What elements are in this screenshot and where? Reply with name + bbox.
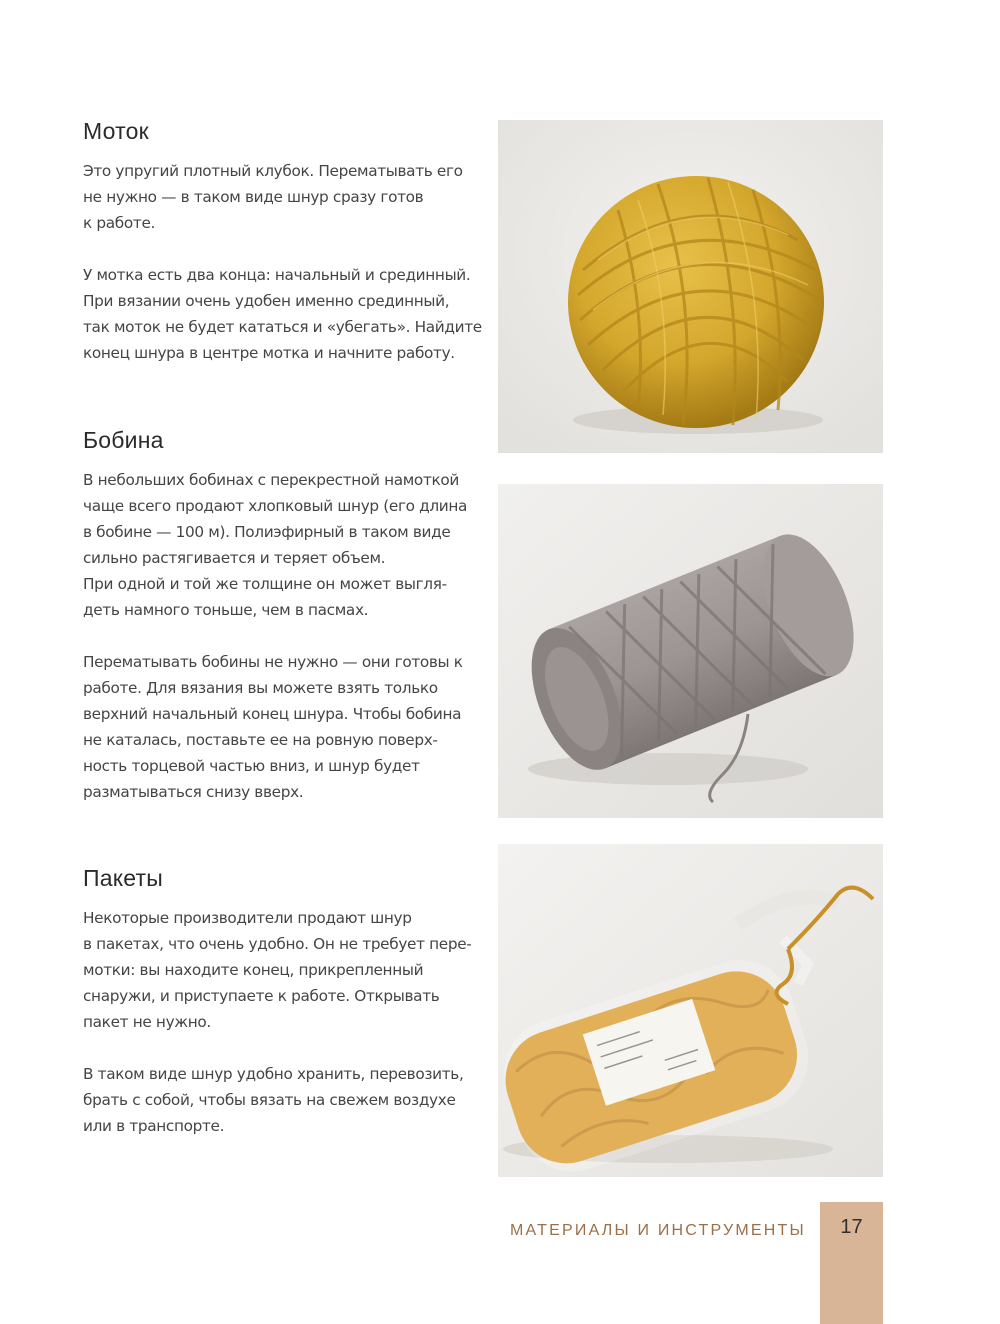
- yarn-bag-illustration: [498, 844, 883, 1177]
- text-line: В таком виде шнур удобно хранить, перевозить,: [83, 1065, 464, 1083]
- bobbin-illustration: [498, 484, 883, 818]
- text-line: конец шнура в центре мотка и начните работу.: [83, 344, 455, 362]
- text-line: не каталась, поставьте ее на ровную поверх-: [83, 731, 438, 749]
- text-line: не нужно — в таком виде шнур сразу готов: [83, 188, 424, 206]
- text-line: пакет не нужно.: [83, 1013, 211, 1031]
- text-line: В небольших бобинах с перекрестной намоткой: [83, 471, 459, 489]
- text-line: мотки: вы находите конец, прикрепленный: [83, 961, 424, 979]
- text-line: Некоторые производители продают шнур: [83, 909, 412, 927]
- text-line: в пакетах, что очень удобно. Он не требует пере-: [83, 935, 472, 953]
- text-line: в бобине — 100 м). Полиэфирный в таком виде: [83, 523, 451, 541]
- text-line: Это упругий плотный клубок. Перематывать его: [83, 162, 463, 180]
- page-number: 17: [840, 1216, 863, 1238]
- paragraph: [83, 1061, 483, 1139]
- page-number-tab: [820, 1202, 883, 1324]
- paragraph: [83, 158, 483, 236]
- yarn-ball-photo: [498, 120, 883, 453]
- text-line: снаружи, и приступаете к работе. Открывать: [83, 987, 440, 1005]
- paragraph: [83, 905, 483, 1035]
- text-line: сильно растягивается и теряет объем.: [83, 549, 386, 567]
- text-line: работе. Для вязания вы можете взять только: [83, 679, 438, 697]
- paragraph: [83, 467, 483, 623]
- text-line: к работе.: [83, 214, 156, 232]
- text-line: брать с собой, чтобы вязать на свежем воздухе: [83, 1091, 456, 1109]
- section-motok: [83, 118, 483, 392]
- text-line: У мотка есть два конца: начальный и срединный.: [83, 266, 471, 284]
- text-line: разматываться снизу вверх.: [83, 783, 304, 801]
- bobbin-photo: [498, 484, 883, 818]
- section-pakety: [83, 865, 483, 1165]
- paragraph: [83, 649, 483, 805]
- text-line: или в транспорте.: [83, 1117, 225, 1135]
- text-line: деть намного тоньше, чем в пасмах.: [83, 601, 369, 619]
- chapter-title: МАТЕРИАЛЫ И ИНСТРУМЕНТЫ: [510, 1222, 806, 1239]
- text-line: При вязании очень удобен именно срединный,: [83, 292, 450, 310]
- section-heading: Бобина: [83, 427, 164, 453]
- text-line: Перематывать бобины не нужно — они готовы к: [83, 653, 463, 671]
- yarn-ball-illustration: [498, 120, 883, 453]
- text-line: чаще всего продают хлопковый шнур (его длина: [83, 497, 468, 515]
- text-line: При одной и той же толщине он может выгля-: [83, 575, 447, 593]
- section-heading: Пакеты: [83, 865, 163, 891]
- text-line: так моток не будет кататься и «убегать». Найдите: [83, 318, 482, 336]
- text-line: ность торцевой частью вниз, и шнур будет: [83, 757, 420, 775]
- section-bobina: [83, 427, 483, 831]
- text-line: верхний начальный конец шнура. Чтобы бобина: [83, 705, 462, 723]
- paragraph: [83, 262, 483, 366]
- yarn-bag-photo: [498, 844, 883, 1177]
- section-heading: Моток: [83, 118, 149, 144]
